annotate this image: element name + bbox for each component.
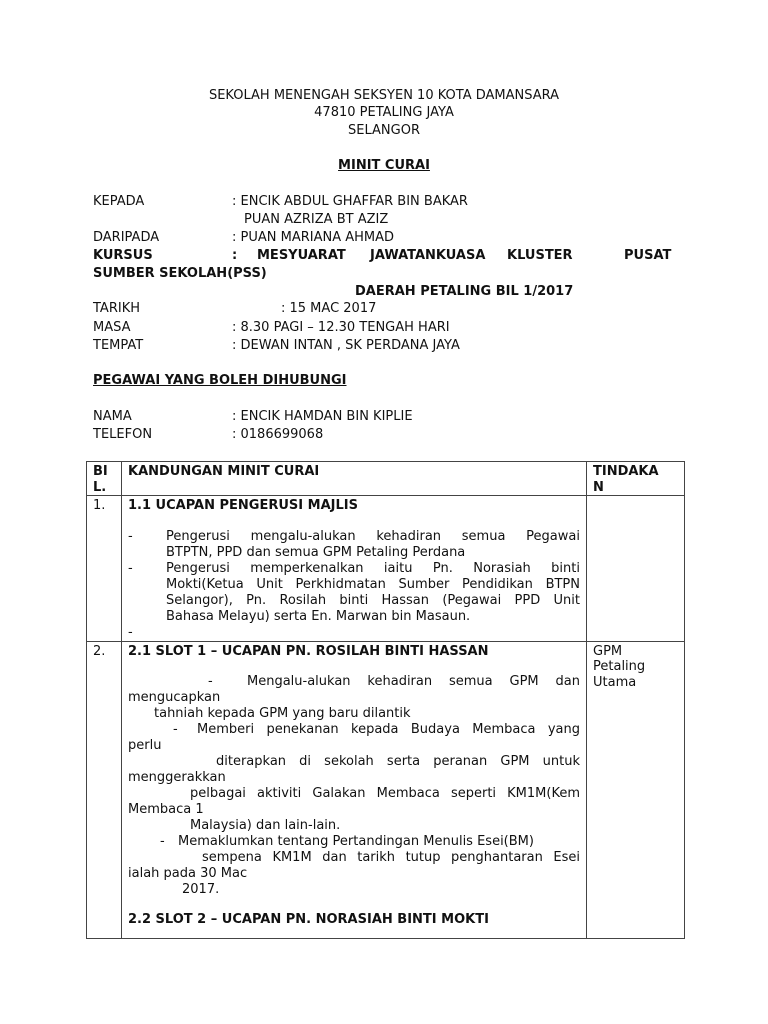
- kepada-label: KEPADA: [93, 194, 145, 209]
- table-header-row: [87, 462, 685, 496]
- row-tindakan: [587, 641, 685, 938]
- bullet-text: BTPTN, PPD dan semua GPM Petaling Perdana: [166, 544, 466, 560]
- bullet-text: menggerakkan: [128, 770, 226, 785]
- bullet-text: Pengerusi memperkenalkan iaitu Pn. Norasiah binti: [166, 560, 580, 576]
- kursus-word: JAWATANKUASA: [370, 248, 486, 263]
- bullet-text: perlu: [128, 738, 162, 753]
- table-row: [87, 641, 685, 938]
- bullet-text: Membaca 1: [128, 802, 204, 817]
- tempat-value: : DEWAN INTAN , SK PERDANA JAYA: [232, 338, 460, 353]
- contact-heading: PEGAWAI YANG BOLEH DIHUBUNGI: [93, 373, 347, 388]
- kursus-word: MESYUARAT: [257, 248, 346, 263]
- tempat-label: TEMPAT: [93, 338, 144, 353]
- school-state: SELANGOR: [348, 123, 420, 138]
- bullet-text: mengucapkan: [128, 690, 221, 705]
- minutes-table: [86, 461, 685, 939]
- bullet-text: Memberi penekanan kepada Budaya Membaca yang: [197, 722, 580, 737]
- kepada-value: : ENCIK ABDUL GHAFFAR BIN BAKAR: [232, 194, 468, 209]
- masa-value: : 8.30 PAGI – 12.30 TENGAH HARI: [232, 320, 450, 335]
- bullet-text: sempena KM1M dan tarikh tutup penghantaran Esei: [202, 850, 580, 865]
- daripada-label: DARIPADA: [93, 230, 160, 245]
- col-kandungan-label: KANDUNGAN MINIT CURAI: [128, 464, 320, 479]
- kursus-line-2: SUMBER SEKOLAH(PSS): [93, 266, 267, 281]
- nama-label: NAMA: [93, 409, 132, 424]
- tindakan-line: Petaling: [593, 659, 646, 674]
- kursus-line-3: DAERAH PETALING BIL 1/2017: [355, 284, 574, 299]
- tindakan-line: Utama: [593, 674, 637, 690]
- kursus-word: PUSAT: [624, 248, 672, 263]
- col-tindakan-header: [587, 462, 685, 496]
- tarikh-label: TARIKH: [93, 301, 140, 316]
- bullet-text: pelbagai aktiviti Galakan Membaca seperti KM1M(Kem: [190, 786, 580, 801]
- tindakan-line: GPM: [593, 643, 623, 659]
- bullet-text: Mengalu-alukan kehadiran semua GPM dan: [247, 674, 580, 689]
- bil-number: 2.: [93, 643, 106, 659]
- bullet-text: Pengerusi mengalu-alukan kehadiran semua Pegawai: [166, 528, 580, 544]
- col-tindakan-line-1: TINDAKA: [593, 464, 659, 479]
- section-heading: 2.1 SLOT 1 – UCAPAN PN. ROSILAH BINTI HASSAN: [128, 643, 489, 659]
- bullet-dash: -: [160, 834, 165, 849]
- row-bil: [87, 496, 122, 642]
- section-heading: 2.2 SLOT 2 – UCAPAN PN. NORASIAH BINTI MOKTI: [128, 912, 489, 927]
- bullet-text: Memaklumkan tentang Pertandingan Menulis Esei(BM): [178, 834, 534, 849]
- kursus-word: :: [232, 248, 238, 263]
- bullet-text: diterapkan di sekolah serta peranan GPM untuk: [216, 754, 580, 769]
- table-row: [87, 496, 685, 642]
- telefon-value: : 0186699068: [232, 427, 324, 442]
- col-tindakan-line-2: N: [593, 479, 604, 495]
- bil-number: 1.: [93, 498, 106, 513]
- bullet-text: Mokti(Ketua Unit Perkhidmatan Sumber Pendidikan BTPN: [166, 576, 580, 592]
- tarikh-value: : 15 MAC 2017: [281, 301, 377, 316]
- kursus-word: KLUSTER: [507, 248, 573, 263]
- school-postcode: 47810 PETALING JAYA: [314, 105, 454, 120]
- bullet-dash: -: [128, 528, 133, 544]
- bullet-text: ialah pada 30 Mac: [128, 866, 248, 881]
- bullet-dash: -: [173, 722, 178, 737]
- bullet-text: Bahasa Melayu) serta En. Marwan bin Masaun.: [166, 608, 471, 624]
- daripada-value: : PUAN MARIANA AHMAD: [232, 230, 395, 245]
- col-bil-line-1: BI: [93, 464, 108, 479]
- row-content: [122, 641, 587, 938]
- kursus-word: KURSUS: [93, 248, 153, 263]
- bullet-text: Selangor), Pn. Rosilah binti Hassan (Pegawai PPD Unit: [166, 592, 580, 608]
- masa-label: MASA: [93, 320, 131, 335]
- bullet-text: 2017.: [182, 882, 220, 897]
- col-kandungan-header: [122, 462, 587, 496]
- bullet-dash: -: [208, 674, 213, 689]
- row-tindakan: [587, 496, 685, 642]
- col-bil-header: [87, 462, 122, 496]
- nama-value: : ENCIK HAMDAN BIN KIPLIE: [232, 409, 413, 424]
- bullet-text: tahniah kepada GPM yang baru dilantik: [154, 706, 411, 721]
- telefon-label: TELEFON: [93, 427, 153, 442]
- section-heading: 1.1 UCAPAN PENGERUSI MAJLIS: [128, 498, 358, 513]
- page-title: MINIT CURAI: [338, 158, 430, 173]
- bullet-dash: -: [128, 560, 133, 576]
- row-bil: [87, 641, 122, 938]
- bullet-text: Malaysia) dan lain-lain.: [190, 818, 341, 833]
- row-content: [122, 496, 587, 642]
- school-name: SEKOLAH MENENGAH SEKSYEN 10 KOTA DAMANSARA: [208, 88, 560, 103]
- kepada-value-2: PUAN AZRIZA BT AZIZ: [244, 212, 389, 227]
- col-bil-line-2: L.: [93, 479, 107, 495]
- bullet-dash: -: [128, 624, 133, 640]
